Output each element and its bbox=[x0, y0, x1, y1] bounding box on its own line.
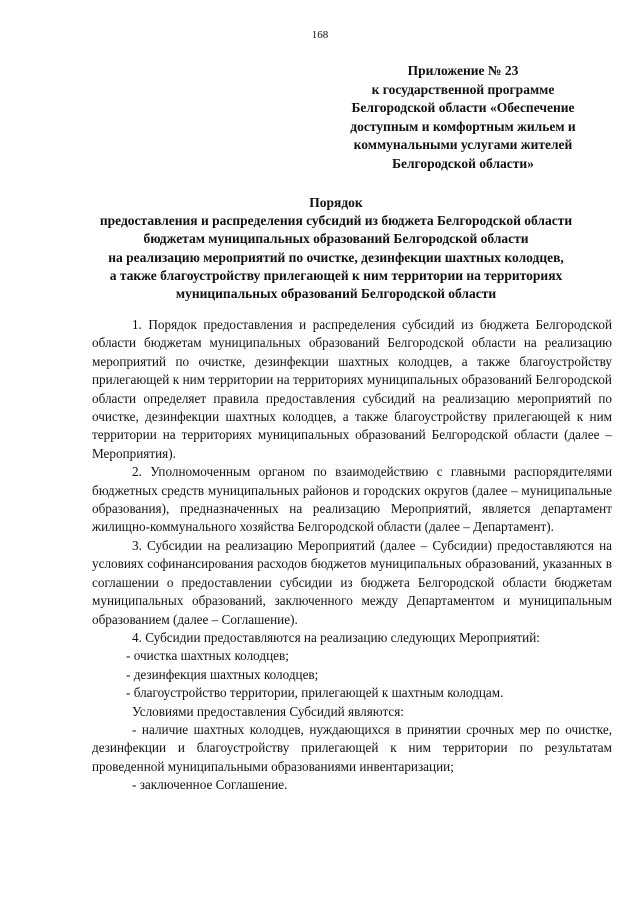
paragraph-3: 3. Субсидии на реализацию Мероприятий (далее – Субсидии) предоставляются на условиях софинансирования расходов бюджетов муниципальных образований, указанных в соглашении о предоставлении субсидии из бюджета Белгородской области бюджетам муниципальных образований, заключенного между Департаментом и муниципальным образованием (далее – Соглашение). bbox=[92, 537, 612, 627]
paragraph-2: 2. Уполномоченным органом по взаимодействию с главными распорядителями бюджетных средств муниципальных районов и городских округов (далее – муниципальные образования), предназначенных на реализацию Мероприятий, является департамент жилищно-коммунального хозяйства Белгородской области (далее – Департамент). bbox=[92, 464, 612, 535]
page-number: 168 bbox=[311, 29, 329, 41]
paragraph-4: 4. Субсидии предоставляются на реализацию следующих Мероприятий: bbox=[132, 629, 540, 645]
title-line: а также благоустройству прилегающей к ним территории на территориях bbox=[109, 267, 563, 283]
list-item: - очистка шахтных колодцев; bbox=[126, 648, 289, 664]
condition-2: - заключенное Соглашение. bbox=[132, 777, 288, 793]
appendix-line: коммунальными услугами жителей bbox=[353, 137, 573, 153]
title-line: предоставления и распределения субсидий из бюджета Белгородской области bbox=[99, 213, 573, 229]
appendix-line: Белгородской области «Обеспечение bbox=[351, 100, 575, 116]
title-line: муниципальных образований Белгородской области bbox=[175, 286, 497, 302]
title-line: бюджетам муниципальных образований Белгородской области bbox=[143, 231, 529, 247]
document-title bbox=[84, 194, 588, 303]
condition-1: - наличие шахтных колодцев, нуждающихся в принятии срочных мер по очистке, дезинфекции и благоустройству прилегающей к ним территории по результатам проведенной муниципальными образованиями инвентаризации; bbox=[92, 721, 612, 774]
list-item: - дезинфекция шахтных колодцев; bbox=[126, 666, 319, 682]
conditions-intro: Условиями предоставления Субсидий являются: bbox=[132, 703, 404, 719]
appendix-line: Белгородской области» bbox=[392, 155, 534, 171]
paragraph-1: 1. Порядок предоставления и распределения субсидий из бюджета Белгородской области бюджетам муниципальных образований Белгородской области на реализацию мероприятий по очистке, дезинфекции шахтных колодцев, а также благоустройству прилегающей к ним территории на территориях муниципальных образований Белгородской области определяет правила предоставления субсидий на реализацию мероприятий по очистке, дезинфекции шахтных колодцев, а также благоустройству прилегающей к ним территории на территориях муниципальных образований Белгородской области (далее – Мероприятия). bbox=[92, 317, 612, 461]
appendix-line: к государственной программе bbox=[371, 81, 555, 97]
list-item: - благоустройство территории, прилегающей к шахтным колодцам. bbox=[126, 685, 504, 701]
appendix-header bbox=[330, 62, 596, 174]
title-heading: Порядок bbox=[309, 195, 363, 210]
appendix-line: Приложение № 23 bbox=[407, 63, 519, 78]
title-line: на реализацию мероприятий по очистке, дезинфекции шахтных колодцев, bbox=[108, 249, 564, 265]
document-body bbox=[92, 316, 612, 795]
appendix-line: доступным и комфортным жильем и bbox=[350, 118, 576, 134]
